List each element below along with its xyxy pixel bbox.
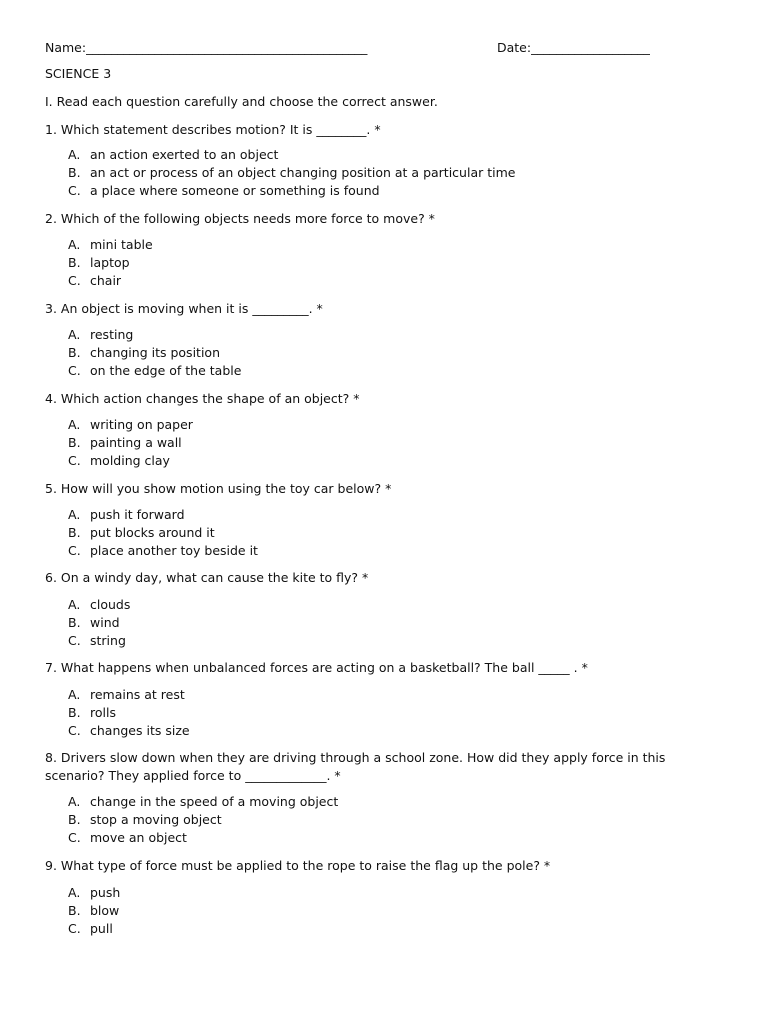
option-letter: A. [68, 687, 81, 702]
option-b [68, 344, 241, 362]
option-text: an act or process of an object changing position at a particular time [90, 165, 516, 181]
option-letter: A. [68, 597, 81, 612]
option-text: move an object [90, 830, 187, 846]
option-text: molding clay [90, 453, 170, 469]
option-a [68, 596, 130, 614]
option-letter: A. [68, 507, 81, 522]
option-text: blow [90, 903, 120, 919]
option-b [68, 434, 193, 452]
option-text: remains at rest [90, 687, 185, 702]
option-text: resting [90, 327, 134, 342]
option-letter: B. [68, 705, 81, 721]
option-b [68, 811, 338, 829]
option-letter: C. [68, 543, 81, 559]
option-text: writing on paper [90, 417, 193, 432]
option-text: change in the speed of a moving object [90, 794, 339, 809]
question-7: 7. What happens when unbalanced forces are acting on a basketball? The ball _____ . * [45, 660, 588, 675]
option-c [68, 542, 258, 560]
option-letter: B. [68, 812, 81, 828]
option-a [68, 236, 153, 254]
option-letter: B. [68, 435, 81, 451]
option-c [68, 452, 193, 470]
option-b [68, 524, 258, 542]
question-8: 8. Drivers slow down when they are driving through a school zone. How did they apply force in this scenario? They applied force to _____________. * [45, 750, 666, 783]
option-a [68, 146, 515, 164]
option-c [68, 362, 241, 380]
option-text: push [90, 885, 121, 900]
option-c [68, 632, 130, 650]
question-5: 5. How will you show motion using the toy car below? * [45, 481, 392, 496]
question-3: 3. An object is moving when it is _________. * [45, 301, 323, 316]
option-a [68, 884, 120, 902]
option-text: wind [90, 615, 120, 631]
option-letter: B. [68, 615, 81, 631]
option-b [68, 614, 130, 632]
option-text: rolls [90, 705, 116, 721]
option-a [68, 793, 338, 811]
option-b [68, 902, 120, 920]
option-letter: B. [68, 345, 81, 361]
option-text: clouds [90, 597, 131, 612]
option-letter: B. [68, 255, 81, 271]
question-9-options [68, 884, 120, 939]
question-7-options [68, 686, 190, 741]
option-letter: B. [68, 525, 81, 541]
option-text: push it forward [90, 507, 185, 522]
option-letter: C. [68, 273, 81, 289]
subject-title: SCIENCE 3 [45, 66, 112, 81]
option-text: chair [90, 273, 122, 289]
option-c [68, 722, 190, 740]
question-6: 6. On a windy day, what can cause the kite to fly? * [45, 570, 369, 585]
option-letter: A. [68, 237, 81, 252]
option-letter: C. [68, 363, 81, 379]
option-text: stop a moving object [90, 812, 222, 828]
option-c [68, 182, 515, 200]
question-4-options [68, 416, 193, 471]
option-text: pull [90, 921, 113, 937]
question-8-options [68, 793, 338, 848]
option-text: an action exerted to an object [90, 147, 279, 162]
option-letter: C. [68, 183, 81, 199]
option-text: mini table [90, 237, 153, 252]
date-field: Date:___________________ [497, 40, 650, 55]
question-3-options [68, 326, 241, 381]
option-letter: B. [68, 165, 81, 181]
option-letter: A. [68, 327, 81, 342]
option-c [68, 272, 153, 290]
question-6-options [68, 596, 130, 651]
option-text: a place where someone or something is found [90, 183, 380, 199]
option-letter: C. [68, 453, 81, 469]
question-1: 1. Which statement describes motion? It is ________. * [45, 122, 381, 137]
option-c [68, 920, 120, 938]
option-letter: A. [68, 885, 81, 900]
option-text: painting a wall [90, 435, 182, 451]
option-b [68, 254, 153, 272]
option-letter: C. [68, 723, 81, 739]
question-4: 4. Which action changes the shape of an object? * [45, 391, 360, 406]
option-a [68, 326, 241, 344]
option-letter: B. [68, 903, 81, 919]
question-5-options [68, 506, 258, 561]
question-9: 9. What type of force must be applied to the rope to raise the flag up the pole? * [45, 858, 551, 873]
option-text: changes its size [90, 723, 190, 739]
option-c [68, 829, 338, 847]
option-a [68, 686, 190, 704]
option-letter: A. [68, 417, 81, 432]
option-letter: A. [68, 794, 81, 809]
option-a [68, 506, 258, 524]
option-letter: C. [68, 633, 81, 649]
name-field: Name:_____________________________________________ [45, 40, 368, 55]
option-text: put blocks around it [90, 525, 215, 541]
instructions: I. Read each question carefully and choose the correct answer. [45, 94, 438, 109]
option-text: place another toy beside it [90, 543, 258, 559]
option-text: string [90, 633, 126, 649]
option-b [68, 704, 190, 722]
option-text: laptop [90, 255, 130, 271]
option-letter: A. [68, 147, 81, 162]
option-text: on the edge of the table [90, 363, 242, 379]
option-letter: C. [68, 921, 81, 937]
option-a [68, 416, 193, 434]
question-2-options [68, 236, 153, 291]
question-1-options [68, 146, 515, 201]
option-letter: C. [68, 830, 81, 846]
question-2: 2. Which of the following objects needs more force to move? * [45, 211, 435, 226]
option-b [68, 164, 515, 182]
option-text: changing its position [90, 345, 220, 361]
